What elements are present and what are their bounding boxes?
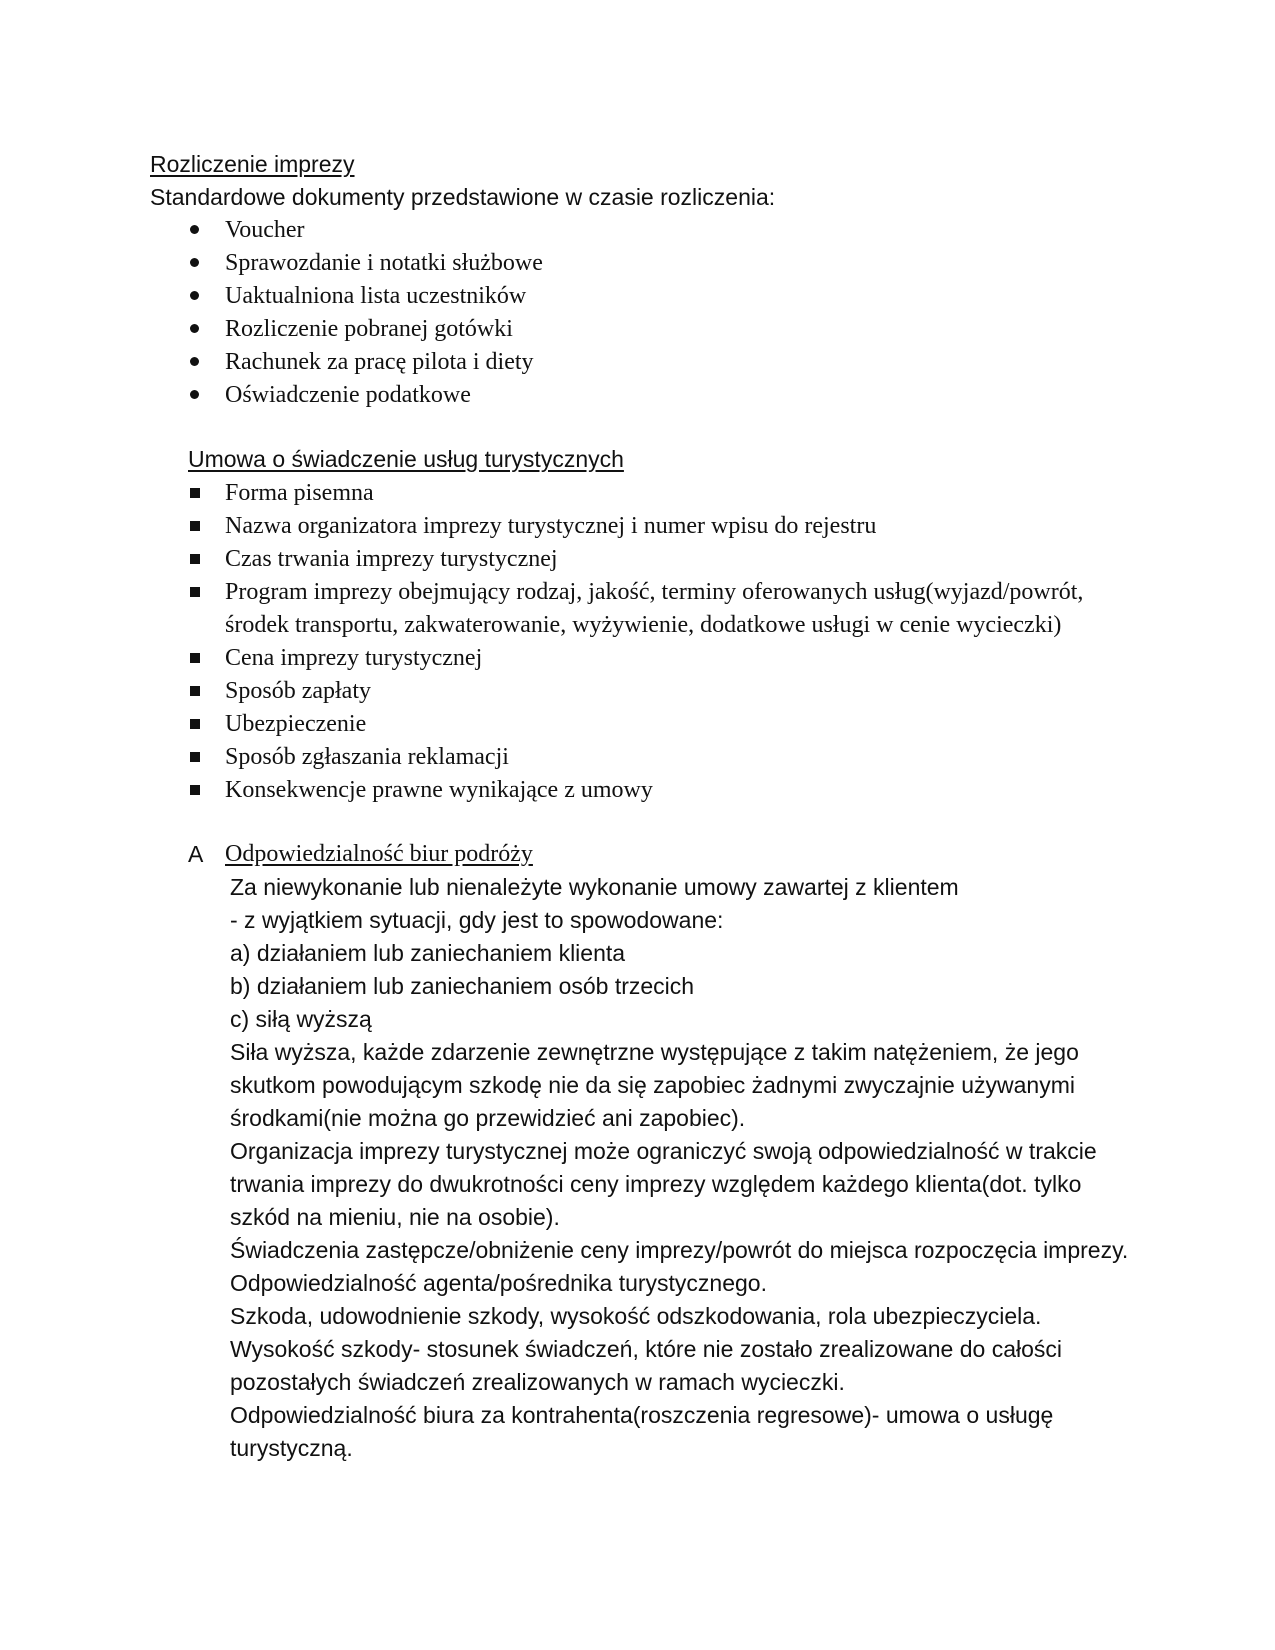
bullet-dot-icon — [188, 280, 225, 313]
bullet-dot-icon — [188, 214, 225, 247]
list-item: Sposób zapłaty — [188, 675, 1138, 708]
bullet-dot-icon — [188, 313, 225, 346]
bullet-square-icon — [188, 642, 225, 675]
list-item: Forma pisemna — [188, 477, 1138, 510]
list-item: Ubezpieczenie — [188, 708, 1138, 741]
section-intro: Standardowe dokumenty przedstawione w czasie rozliczenia: — [150, 184, 776, 210]
bullet-square-icon — [188, 477, 225, 510]
responsibility-paragraphs — [230, 871, 1130, 1465]
paragraph: Odpowiedzialność agenta/pośrednika turystycznego. — [230, 1270, 767, 1296]
bullet-square-icon — [188, 741, 225, 774]
paragraph: a) działaniem lub zaniechaniem klienta — [230, 940, 626, 966]
paragraph: Szkoda, udowodnienie szkody, wysokość odszkodowania, rola ubezpieczyciela. — [230, 1303, 1042, 1329]
paragraph: Organizacja imprezy turystycznej może ograniczyć swoją odpowiedzialność w trakcie trwania imprezy do dwukrotności ceny imprezy względem każdego klienta(dot. tylko szkód na mieniu, nie na osobie). — [230, 1138, 1097, 1230]
section-title-rozliczenie: Rozliczenie imprezy — [150, 151, 355, 177]
list-item: Voucher — [188, 214, 1188, 247]
list-item: Oświadczenie podatkowe — [188, 379, 1188, 412]
list-item: Czas trwania imprezy turystycznej — [188, 543, 1138, 576]
list-item: Konsekwencje prawne wynikające z umowy — [188, 774, 1138, 807]
paragraph: c) siłą wyższą — [230, 1006, 372, 1032]
list-item: Uaktualniona lista uczestników — [188, 280, 1188, 313]
paragraph: Siła wyższa, każde zdarzenie zewnętrzne występujące z takim natężeniem, że jego skutkom powodującym szkodę nie da się zapobiec żadnymi zwyczajnie używanymi środkami(nie można go przewidzieć ani zapobiec). — [230, 1039, 1079, 1131]
bullet-square-icon — [188, 675, 225, 708]
list-item: Program imprezy obejmujący rodzaj, jakość, terminy oferowanych usług(wyjazd/powrót, środek transportu, zakwaterowanie, wyżywienie, dodatkowe usługi w cenie wycieczki) — [188, 576, 1138, 642]
list-item: Nazwa organizatora imprezy turystycznej i numer wpisu do rejestru — [188, 510, 1138, 543]
list-item: Sprawozdanie i notatki służbowe — [188, 247, 1188, 280]
bullet-square-icon — [188, 576, 225, 609]
bullet-square-icon — [188, 774, 225, 807]
paragraph: Wysokość szkody- stosunek świadczeń, które nie zostało zrealizowane do całości pozostałych świadczeń zrealizowanych w ramach wycieczki. — [230, 1336, 1062, 1395]
bullet-square-icon — [188, 543, 225, 576]
section-title-umowa: Umowa o świadczenie usług turystycznych — [188, 446, 624, 472]
list-item: Rachunek za pracę pilota i diety — [188, 346, 1188, 379]
list-item: Cena imprezy turystycznej — [188, 642, 1138, 675]
paragraph: b) działaniem lub zaniechaniem osób trzecich — [230, 973, 695, 999]
section-title-odpowiedzialnosc: Odpowiedzialność biur podróży — [225, 841, 533, 867]
paragraph: Odpowiedzialność biura za kontrahenta(roszczenia regresowe)- umowa o usługę turystyczną. — [230, 1402, 1054, 1461]
bullet-square-icon — [188, 510, 225, 543]
documents-bullet-list — [188, 214, 1188, 412]
bullet-dot-icon — [188, 346, 225, 379]
contract-square-list — [188, 477, 1138, 807]
bullet-square-icon — [188, 708, 225, 741]
paragraph: Za niewykonanie lub nienależyte wykonanie umowy zawartej z klientem — [230, 874, 959, 900]
bullet-dot-icon — [188, 247, 225, 280]
list-item: Rozliczenie pobranej gotówki — [188, 313, 1188, 346]
section-label-a: A — [188, 841, 204, 867]
bullet-dot-icon — [188, 379, 225, 412]
paragraph: Świadczenia zastępcze/obniżenie ceny imprezy/powrót do miejsca rozpoczęcia imprezy. — [230, 1237, 1129, 1263]
list-item: Sposób zgłaszania reklamacji — [188, 741, 1138, 774]
paragraph: - z wyjątkiem sytuacji, gdy jest to spowodowane: — [230, 907, 724, 933]
